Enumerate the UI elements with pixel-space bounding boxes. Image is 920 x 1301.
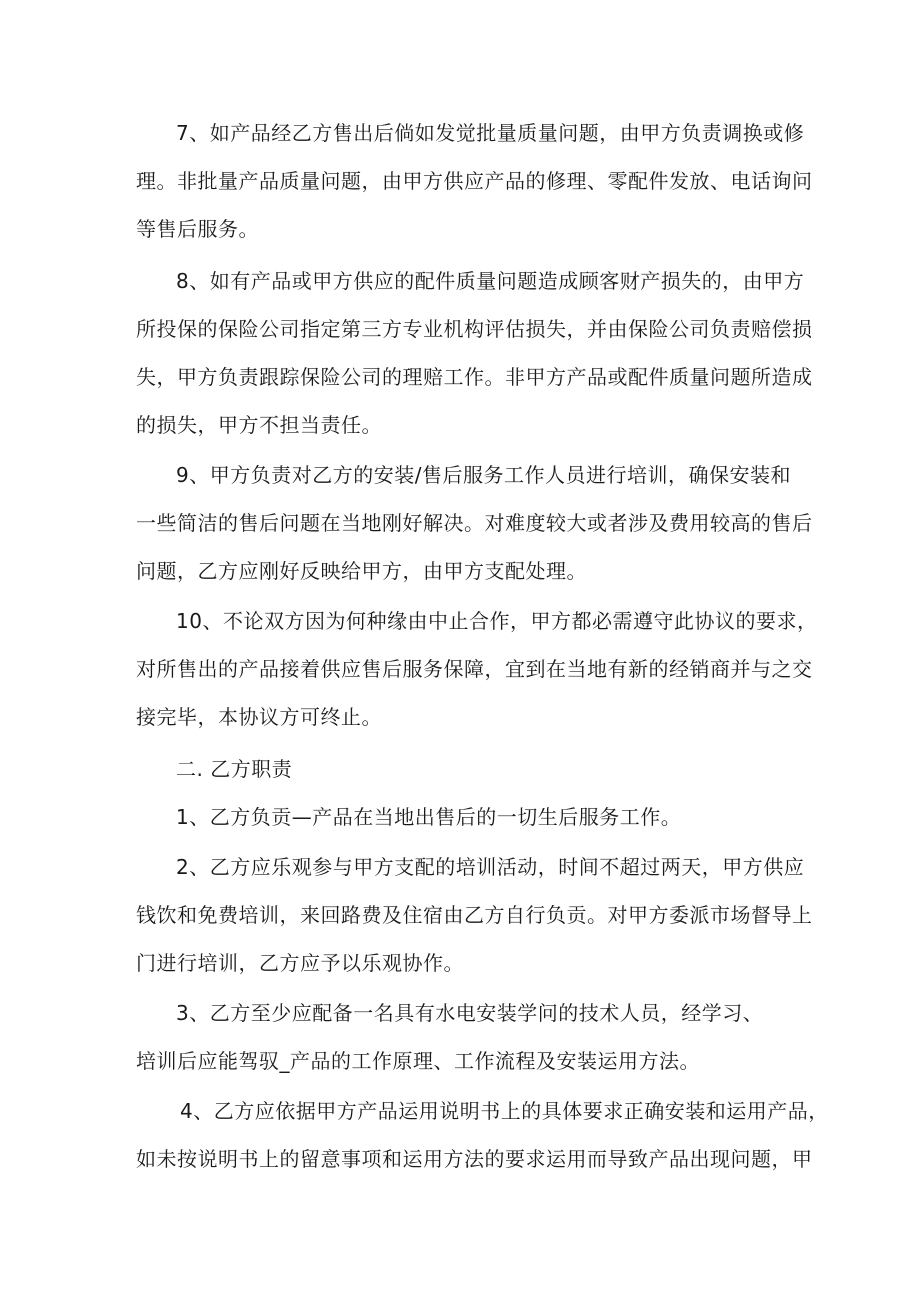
paragraph-7-line-3: 等售后服务。 xyxy=(136,217,259,241)
item-1-line-1: 1、乙方负贡—产品在当地出售后的一切生后服务工作。 xyxy=(176,805,682,829)
paragraph-9-line-2: 一些简洁的售后问题在当地刚好解决。对难度较大或者涉及费用较高的售后 xyxy=(136,511,813,535)
paragraph-8-line-4: 的损失，甲方不担当责任。 xyxy=(136,413,382,437)
paragraph-7-line-2: 理。非批量产品质量问题，由甲方供应产品的修理、零配件发放、电话询问 xyxy=(136,169,813,193)
paragraph-10-line-1: 10、不论双方因为何种缘由中止合作，甲方都必需遵守此协议的要求， xyxy=(176,609,818,633)
paragraph-7-line-1: 7、如产品经乙方售出后倘如发觉批量质量问题，由甲方负责调换或修 xyxy=(176,121,805,145)
section-heading-2: 二. 乙方职责 xyxy=(176,757,293,781)
paragraph-8-line-2: 所投保的保险公司指定第三方专业机构评估损失，并由保险公司负责赔偿损 xyxy=(136,317,813,341)
paragraph-10-line-3: 接完毕，本协议方可终止。 xyxy=(136,705,382,729)
paragraph-9-line-3: 问题，乙方应刚好反映给甲方，由甲方支配处理。 xyxy=(136,559,587,583)
paragraph-10-line-2: 对所售出的产品接着供应售后服务保障，宜到在当地有新的经销商并与之交 xyxy=(136,657,813,681)
paragraph-8-line-3: 失，甲方负责跟踪保险公司的理赔工作。非甲方产品或配件质量问题所造成 xyxy=(136,365,813,389)
item-2-line-1: 2、乙方应乐观参与甲方支配的培训活动，时间不超过两天，甲方供应 xyxy=(176,855,805,879)
item-3-line-1: 3、乙方至少应配备一名具有水电安装学问的技术人员，经学习、 xyxy=(176,1001,764,1025)
item-3-line-2: 培训后应能驾驭_产品的工作原理、工作流程及安装运用方法。 xyxy=(136,1049,700,1073)
item-4-line-1: 4、乙方应依据甲方产品运用说明书上的具体要求正确安装和运用产品， xyxy=(180,1099,829,1123)
item-2-line-2: 钱饮和免费培训，来回路费及住宿由乙方自行负贡。对甲方委派市场督导上 xyxy=(136,903,813,927)
item-2-line-3: 门进行培训，乙方应予以乐观协作。 xyxy=(136,951,464,975)
paragraph-9-line-1: 9、甲方负责对乙方的安装/售后服务工作人员进行培训，确保安装和 xyxy=(176,463,791,487)
paragraph-8-line-1: 8、如有产品或甲方供应的配件质量问题造成顾客财产损失的，由甲方 xyxy=(176,269,805,293)
item-4-line-2: 如未按说明书上的留意事项和运用方法的要求运用而导致产品出现问题，甲 xyxy=(136,1147,813,1171)
